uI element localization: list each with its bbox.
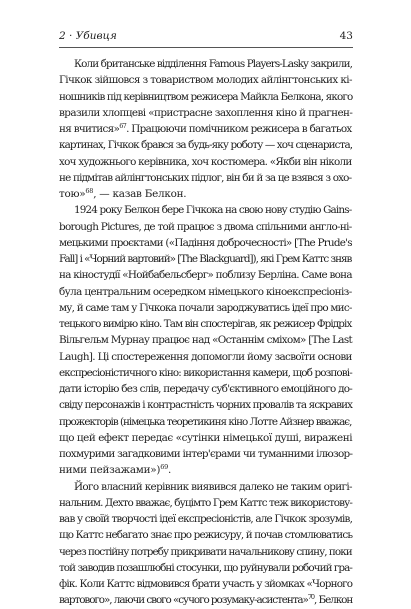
footnote-ref: 69 <box>160 463 168 472</box>
line-text: через постійну потребу прикривати начальникову спину, поки <box>59 545 352 558</box>
text-line <box>59 511 353 527</box>
text-line <box>59 170 353 186</box>
text-line <box>59 397 353 413</box>
line-text: прожекторів (німецька теоретикиня кіно Лотте Айзнер вважає, <box>59 415 352 428</box>
line-text: ношників під керівництвом режисера Майкла Белкона, якого <box>59 90 353 103</box>
line-text: му, й саме там у Гічкока почали зароджуватись ідеї про мис- <box>59 301 352 314</box>
text-line <box>59 560 353 576</box>
line-text: ня вчитися» <box>59 123 120 135</box>
footnote-ref: 67 <box>119 122 127 130</box>
line-text: Гічкок зійшовся з товариством молодих айлінгтонських кі- <box>59 74 352 87</box>
line-text: Laugh]. Ці спостереження допомогли йому засвоїти основи <box>59 350 352 363</box>
line-text: свіду персонажів і контрастність чорних провалів та яскравих <box>59 399 353 412</box>
text-line <box>59 89 353 105</box>
text-line <box>59 121 353 137</box>
text-line <box>59 235 353 251</box>
line-text: що Каттс небагато знає про режисуру, й почав стомлюватись <box>59 529 353 542</box>
line-text: 1924 року Белкон бере Гічкока на свою нову студію Gains- <box>74 204 352 217</box>
line-text: не підмітав айлінгтонських підлог, він би й за це взявся з охо- <box>59 171 352 184</box>
line-text-cont: . <box>167 464 172 477</box>
text-line <box>59 186 353 202</box>
line-text: Коли британське відділення Famous Players-Lasky закрили, <box>74 58 353 70</box>
header-divider <box>59 47 353 48</box>
text-line <box>59 527 353 543</box>
line-text: borough Pictures, де той працює з двома спільними англо-ні- <box>59 220 352 233</box>
text-line <box>59 154 353 170</box>
line-text: мецькими проєктами («Падіння доброчесності» [The Prude's <box>59 236 352 249</box>
text-line <box>59 544 353 560</box>
text-line <box>59 462 353 478</box>
line-text: похмурими загадковими інтер'єрами чи туманними ілюзор- <box>59 448 353 460</box>
line-text: Його власний керівник виявився далеко не таким оригі- <box>74 480 352 493</box>
line-text: ними пейзажами») <box>59 464 161 477</box>
line-text-cont: . Працюючи помічником режисера в багатьох <box>126 123 352 135</box>
text-line <box>59 284 353 300</box>
line-text: Fall] і «Чорний вартовий» [The Blackguard]), які Грем Каттс зняв <box>59 253 352 265</box>
line-text: картинах, Гічкок брався за будь-яку роботу — хоч сценариста, <box>59 139 353 152</box>
text-line <box>59 414 353 430</box>
line-text: вартового», лаючи свого «сучого розумаку-асистента» <box>59 594 308 607</box>
line-text: той заводив позашлюбні стосунки, що руйнували робочий гра- <box>59 561 352 574</box>
text-line <box>59 267 353 283</box>
text-line <box>59 56 353 72</box>
page-header <box>59 30 353 46</box>
paragraph <box>59 479 353 609</box>
text-line <box>59 219 353 235</box>
text-line <box>59 576 353 592</box>
text-line <box>59 300 353 316</box>
line-text: експресіоністичного кіно: використання камери, щоб розпові- <box>59 366 352 379</box>
running-head: 2 · Убивця <box>59 30 117 42</box>
line-text: фік. Коли Каттс відмовився брати участь у зйомках «Чорного <box>59 578 353 590</box>
line-text: вразили хлопцеві «пристрасне захоплення кіно й прагнен- <box>59 106 353 119</box>
page-number: 43 <box>339 30 353 42</box>
paragraph <box>59 202 353 478</box>
paragraph <box>59 56 353 202</box>
text-line <box>59 316 353 332</box>
line-text: нальним. Дехто вважає, буцімто Грем Каттс теж використову- <box>59 496 352 509</box>
text-line <box>59 430 353 446</box>
text-line <box>59 105 353 121</box>
text-line <box>59 446 353 462</box>
text-line <box>59 251 353 267</box>
line-text: Вільгельм Мурнау працює над «Останнім сміхом» [The Last <box>59 334 352 347</box>
line-text: тою» <box>59 188 86 200</box>
body-text <box>59 56 353 609</box>
line-text: тецького вимірю кіно. Там він спостерігав, як режисер Фрідріх <box>59 318 352 330</box>
line-text-cont: , Белкон <box>314 594 353 607</box>
line-text: що цей ефект передає «сутінки німецької душі, виражені <box>59 431 353 444</box>
line-text: хоч художнього керівника, хоч костюмера. «Якби він ніколи <box>59 155 352 168</box>
text-line <box>59 495 353 511</box>
text-line <box>59 137 353 153</box>
line-text: на кіностудії «Нойбабельсберг» поблизу Берліна. Саме вона <box>59 269 352 282</box>
text-line <box>59 202 353 218</box>
line-text: була центральним осередком німецького кіноекспресіоніз- <box>59 285 352 298</box>
text-line <box>59 72 353 88</box>
line-text: вав у своїй творчості ідеї експресіоністів, але Гічкок зрозумів, <box>59 513 353 525</box>
footnote-ref: 70 <box>307 593 314 602</box>
text-line <box>59 381 353 397</box>
footnote-ref: 68 <box>85 187 94 195</box>
text-line <box>59 592 353 608</box>
text-line <box>59 365 353 381</box>
text-line <box>59 349 353 365</box>
line-text-cont: , — казав Белкон. <box>93 188 187 200</box>
text-line <box>59 332 353 348</box>
line-text: дати історію без слів, передачу суб'єктивного емоційного до- <box>59 383 352 395</box>
text-line <box>59 479 353 495</box>
